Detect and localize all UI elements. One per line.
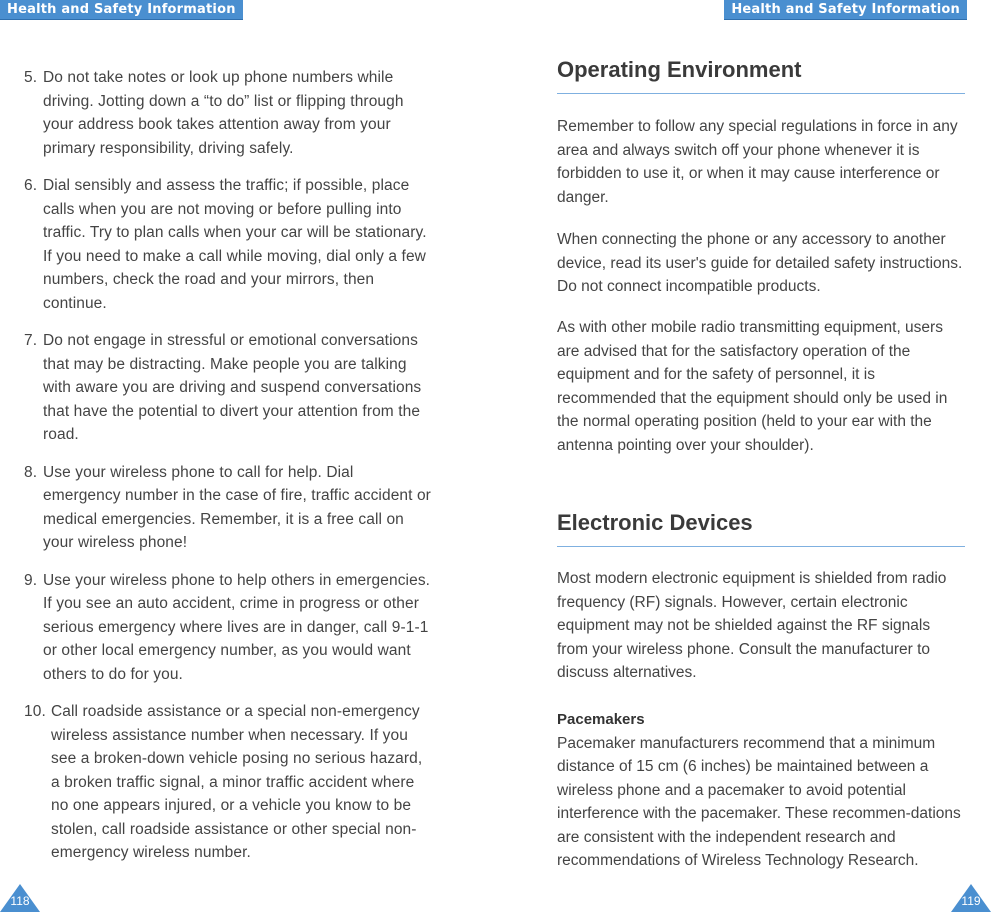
- item-number: 10.: [24, 703, 46, 720]
- operating-paragraph-3: As with other mobile radio transmitting equipment, users are advised that for the satisfactory operation of the equipment and for the safety of personnel, it is recommended that the equipment should only be used in the normal operating position (held to your ear with the antenna pointing over your shoulder).: [557, 319, 948, 454]
- page-number-text: 119: [961, 894, 981, 908]
- operating-paragraph-1: Remember to follow any special regulations in force in any area and always switch off your phone whenever it is forbidden to use it, or when it may cause interference or danger.: [557, 118, 958, 206]
- item-text: Use your wireless phone to call for help. Dial emergency number in the case of fire, traffic accident or medical emergencies. Remember, it is a free call on your wireless phone!: [43, 463, 431, 551]
- left-header-tab: Health and Safety Information: [0, 0, 243, 20]
- page-number-text: 118: [10, 894, 30, 908]
- list-item: [24, 700, 434, 865]
- item-text: Do not engage in stressful or emotional conversations that may be distracting. Make people you are talking with aware you are driving and suspend conversations that have the potential to divert your attention from the road.: [43, 332, 422, 443]
- item-number: 8.: [24, 463, 38, 481]
- safety-tips-list: [24, 66, 434, 879]
- left-page-number: [0, 884, 40, 912]
- item-number: 7.: [24, 332, 38, 349]
- left-page: [0, 0, 480, 912]
- item-text: Call roadside assistance or a special non-emergency wireless assistance number when necessary. If you see a broken-down vehicle posing no serious hazard, a broken traffic signal, a minor traffic accident where no one appears injured, or a vehicle you know to be stolen, call roadside assistance or other special non-emergency wireless number.: [51, 703, 423, 861]
- list-item: [24, 461, 434, 555]
- item-text: Use your wireless phone to help others in emergencies. If you see an auto accident, crime in progress or other serious emergency where lives are in danger, call 9-1-1 or other local emergency number, as you would want others to do for you.: [43, 571, 431, 683]
- operating-paragraph-2: When connecting the phone or any accessory to another device, read its user's guide for detailed safety instructions. Do not connect incompatible products.: [557, 231, 963, 295]
- operating-environment-title: Operating Environment: [557, 57, 965, 94]
- item-number: 5.: [24, 69, 38, 86]
- item-text: Do not take notes or look up phone numbers while driving. Jotting down a “to do” list or flipping through your address book takes attention away from your primary responsibility, driving safely.: [43, 69, 404, 157]
- pacemakers-section: [557, 708, 965, 873]
- pacemakers-text: Pacemaker manufacturers recommend that a minimum distance of 15 cm (6 inches) be maintained between a wireless phone and a pacemaker to avoid potential interference with the pacemaker. These recommen-dations are consistent with the independent research and recommendations of Wireless Technology Research.: [557, 734, 961, 869]
- electronic-paragraph-1: Most modern electronic equipment is shielded from radio frequency (RF) signals. However, certain electronic equipment may not be shielded against the RF signals from your wireless phone. Consult the manufacturer to discuss alternatives.: [557, 570, 947, 681]
- electronic-devices-title: Electronic Devices: [557, 510, 965, 547]
- item-number: 6.: [24, 177, 38, 194]
- item-text: Dial sensibly and assess the traffic; if possible, place calls when you are not moving or before pulling into traffic. Try to plan calls when your car will be stationary. If you need to make a call while moving, dial only a few numbers, check the road and your mirrors, then continue.: [43, 177, 427, 312]
- pacemakers-heading: Pacemakers: [557, 711, 645, 728]
- list-item: [24, 329, 434, 447]
- list-item: [24, 174, 434, 315]
- list-item: [24, 66, 434, 160]
- right-page-number: [951, 884, 991, 912]
- right-header-tab: Health and Safety Information: [724, 0, 967, 20]
- list-item: [24, 569, 434, 687]
- item-number: 9.: [24, 571, 38, 589]
